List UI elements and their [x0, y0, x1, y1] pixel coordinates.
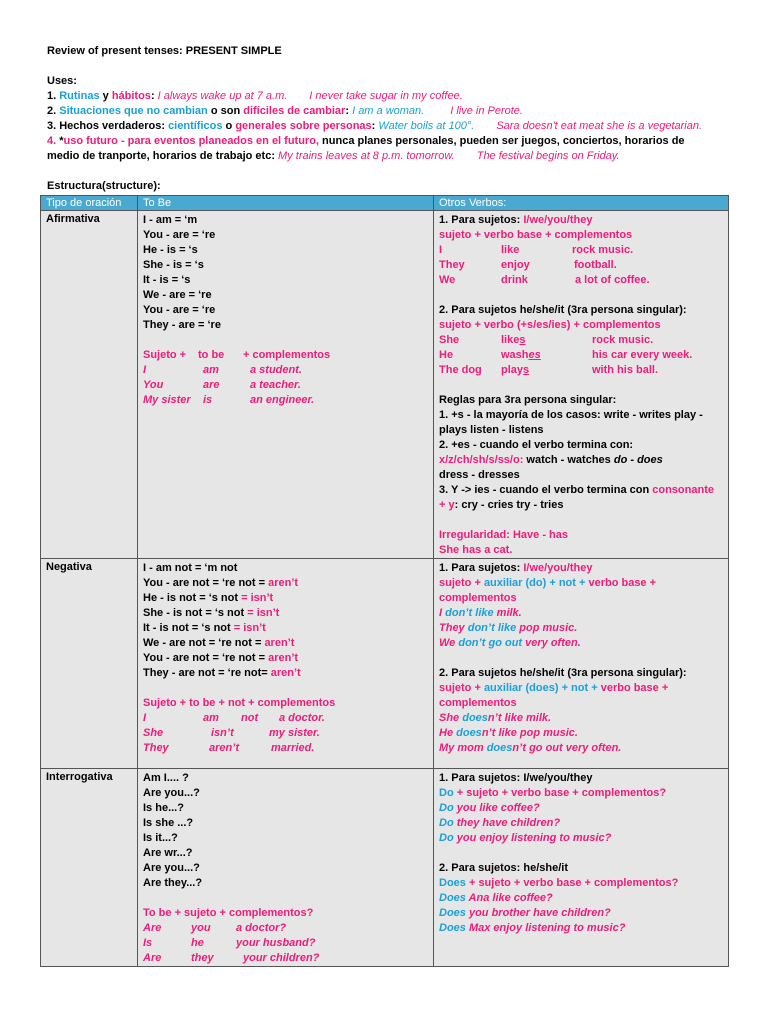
document-title: Review of present tenses: PRESENT SIMPLE	[47, 45, 282, 57]
use-4-cont: medio de tranporte, horarios de trabajo etc: My trains leaves at 8 p.m. tomorrow. The festival begins on Friday.	[47, 150, 620, 162]
neg-tobe-cell: I - am not = ‘m not You - are not = ‘re not = aren’t He - is not = ‘s not = isn’t She - is not = ‘s not = isn’t It - is not = ‘s not = isn’t We - are not = ‘re not = aren’t You - are not = ‘re not = aren’t They - are not = ‘re not= aren’t Sujeto + to be + not + complementos I am not a doctor. She isn’t my sister. They aren’t married.	[138, 559, 434, 769]
header-other: Otros Verbos:	[434, 196, 729, 211]
neg-other-cell: 1. Para sujetos: I/we/you/they sujeto + auxiliar (do) + not + verbo base + complementos I don’t like milk. They don’t like pop music. We don’t go out very often. 2. Para sujetos he/she/it (3ra persona singular): sujeto + auxiliar (does) + not + verbo base + complementos She doesn’t like milk. He doesn’t like pop music. My mom doesn’t go out very often.	[434, 559, 729, 769]
inter-tobe-cell: Am I.... ? Are you...? Is he...? Is she ...? Is it...? Are wr...? Are you...? Are they...? To be + sujeto + complementos? Are you a doctor? Is he your husband? Are they your children?	[138, 769, 434, 967]
use-2: 2. Situaciones que no cambian o son difíciles de cambiar: I am a woman. I live in Perote.	[47, 105, 523, 117]
structure-label: Estructura(structure):	[47, 180, 161, 192]
use-4: 4. *uso futuro - para eventos planeados en el futuro, nunca planes personales, pueden ser juegos, conciertos, horarios de	[47, 135, 685, 147]
afirm-other-cell: 1. Para sujetos: I/we/you/they sujeto + verbo base + complementos I like rock music. They enjoy football. We drink a lot of coffee. 2. Para sujetos he/she/it (3ra persona singular): sujeto + verbo (+s/es/ies) + complementos She likes rock music. He washes his car every week. The dog plays with his ball. Reglas para 3ra persona singular: 1. +s - la mayoría de los casos: write - writes play - plays listen - listens 2. +es - cuando el verbo termina con: x/z/ch/sh/s/ss/o: watch - watches do - does dress - dresses 3. Y -> ies - cuando el verbo termina con consonante + y: cry - cries try - tries Irregularidad: Have - has She has a cat.	[434, 211, 729, 559]
inter-other-cell: 1. Para sujetos: I/we/you/they Do + sujeto + verbo base + complementos? Do you like coffee? Do they have children? Do you enjoy listening to music? 2. Para sujetos: he/she/it Does + sujeto + verbo base + complementos? Does Ana like coffee? Does you brother have children? Does Max enjoy listening to music?	[434, 769, 729, 967]
structure-table	[40, 195, 729, 967]
table-row-afirmativa	[41, 211, 729, 559]
row-type-negativa: Negativa	[41, 559, 138, 769]
table-header-row	[41, 196, 729, 211]
use-1: 1. Rutinas y hábitos: I always wake up at 7 a.m. I never take sugar in my coffee.	[47, 90, 463, 102]
row-type-interrogativa: Interrogativa	[41, 769, 138, 967]
use-3: 3. Hechos verdaderos: científicos o generales sobre personas: Water boils at 100°. Sara doesn't eat meat she is a vegetarian.	[47, 120, 703, 132]
afirm-formula: Sujeto + to be + complementos	[143, 349, 331, 361]
row-type-afirmativa: Afirmativa	[41, 211, 138, 559]
table-row-negativa	[41, 559, 729, 769]
intro-section	[47, 44, 747, 194]
header-tobe: To Be	[138, 196, 434, 211]
afirm-tobe-cell: I - am = ‘m You - are = ‘re He - is = ‘s She - is = ‘s It - is = ‘s We - are = ‘re You - are = ‘re They - are = ‘re Sujeto + to be + complementos I am a student. You are a teacher. My sister is an engineer.	[138, 211, 434, 559]
table-row-interrogativa	[41, 769, 729, 967]
header-type: Tipo de oración	[41, 196, 138, 211]
uses-label: Uses:	[47, 75, 77, 87]
